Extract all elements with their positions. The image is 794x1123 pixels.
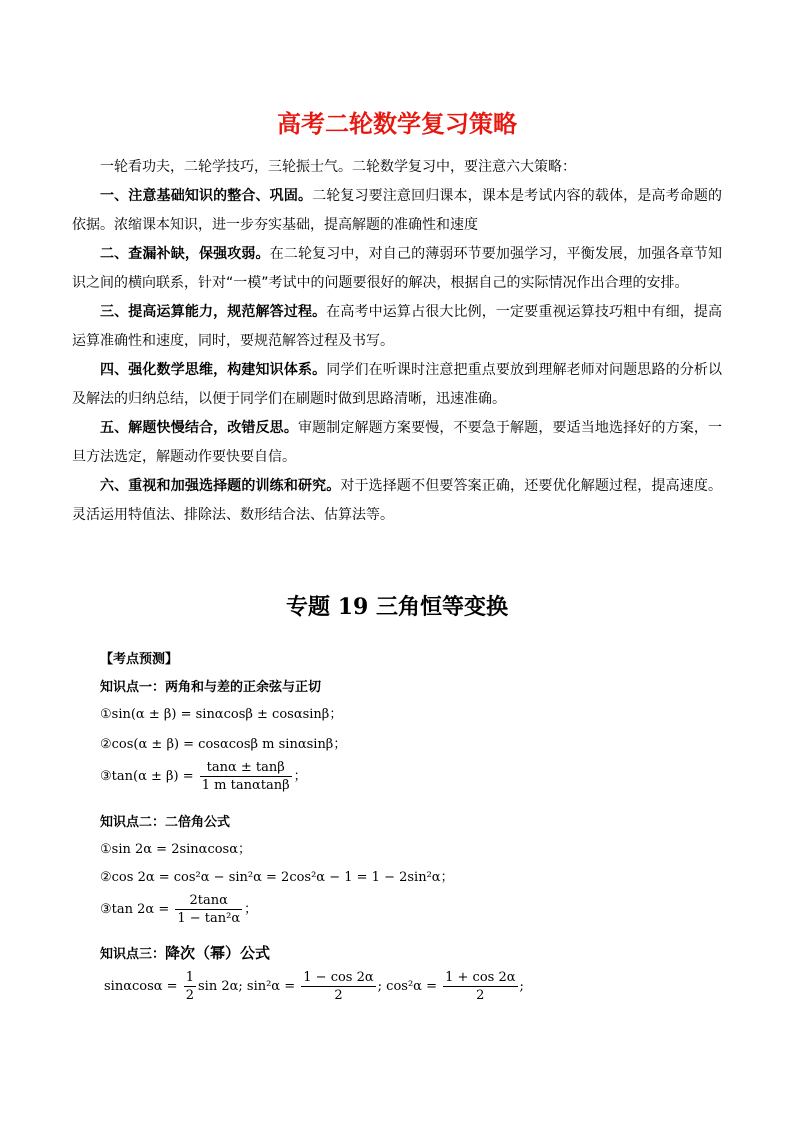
fraction-denominator: 2 xyxy=(334,988,343,1003)
formula-part: sinαcosα = xyxy=(104,979,178,994)
fraction-numerator: tanα ± tanβ xyxy=(200,760,292,777)
formula-double-tan xyxy=(100,893,257,926)
knowledge-point-1-label: 知识点一：两角和与差的正余弦与正切 xyxy=(100,680,322,695)
intro-paragraph xyxy=(72,153,722,182)
strategy-intro xyxy=(72,153,722,530)
fraction xyxy=(175,893,242,926)
forecast-heading: 【考点预测】 xyxy=(100,652,179,667)
fraction-numerator: 1 − cos 2α xyxy=(303,970,374,985)
strategy-2 xyxy=(72,240,722,298)
strategy-5-heading: 五、解题快慢结合，改错反思。 xyxy=(100,420,298,436)
formula-part: ; cos²α = xyxy=(377,979,437,994)
fraction-numerator: 1 + cos 2α xyxy=(445,970,516,985)
strategy-3 xyxy=(72,298,722,356)
strategy-5 xyxy=(72,414,722,472)
formula-suffix: ； xyxy=(293,769,307,784)
fraction xyxy=(443,970,517,1003)
formula-part: sin 2α; sin²α = xyxy=(198,979,296,994)
knowledge-point-2-label: 知识点二：二倍角公式 xyxy=(100,815,231,830)
fraction-numerator: 2tanα xyxy=(175,893,242,910)
strategy-4 xyxy=(72,356,722,414)
formula-suffix: ； xyxy=(244,902,258,917)
strategy-1-text: 二轮复习要注意回归课本，课本是考试内容的载体，是高考命题的依据。浓缩课本知识，进一步夯实基础，提高解题的准确性和速度 xyxy=(72,188,722,233)
page-title: 高考二轮数学复习策略 xyxy=(277,110,517,138)
strategy-2-text: 在二轮复习中，对自己的薄弱环节要加强学习，平衡发展，加强各章节知识之间的横向联系，针对“一模”考试中的问题要很好的解决，根据自己的实际情况作出合理的安排。 xyxy=(72,246,723,291)
formula-double-sin: ①sin 2α = 2sinαcosα； xyxy=(100,842,252,857)
formula-power-reduction xyxy=(104,970,524,1003)
strategy-2-heading: 二、查漏补缺，保强攻弱。 xyxy=(100,246,270,262)
strategy-4-text: 同学们在听课时注意把重点要放到理解老师对问题思路的分析以及解法的归纳总结，以便于同学们在刷题时做到思路清晰，迅速准确。 xyxy=(72,362,723,407)
intro-text: 一轮看功夫，二轮学技巧，三轮振士气。二轮数学复习中，要注意六大策略： xyxy=(100,159,576,175)
knowledge-point-3-title: 降次（幂）公式 xyxy=(165,944,271,962)
knowledge-point-3-prefix: 知识点三： xyxy=(100,947,166,962)
knowledge-point-3-label xyxy=(100,942,270,963)
strategy-1 xyxy=(72,182,722,240)
fraction-denominator: 1 m tanαtanβ xyxy=(201,778,290,793)
strategy-6-text: 对于选择题不但要答案正确，还要优化解题过程，提高速度。灵活运用特值法、排除法、数形结合法、估算法等。 xyxy=(72,478,723,523)
strategy-4-heading: 四、强化数学思维，构建知识体系。 xyxy=(100,362,327,378)
fraction-denominator: 2 xyxy=(185,988,194,1003)
formula-part: ; xyxy=(519,979,524,994)
fraction xyxy=(184,970,196,1003)
formula-sum-diff-cos: ②cos(α ± β) = cosαcosβ m sinαsinβ； xyxy=(100,737,347,752)
fraction xyxy=(200,760,292,793)
fraction xyxy=(301,970,375,1003)
formula-prefix: ③tan(α ± β) = xyxy=(100,769,194,784)
strategy-5-text: 审题制定解题方案要慢，不要急于解题，要适当地选择好的方案，一旦方法选定，解题动作要快要自信。 xyxy=(72,420,722,465)
strategy-1-heading: 一、注意基础知识的整合、巩固。 xyxy=(100,188,313,204)
fraction-denominator: 2 xyxy=(476,988,485,1003)
strategy-6 xyxy=(72,472,722,530)
fraction-denominator: 1 − tan²α xyxy=(177,911,241,926)
formula-sum-diff-tan xyxy=(100,760,307,793)
formula-prefix: ③tan 2α = xyxy=(100,902,170,917)
fraction-numerator: 1 xyxy=(185,970,194,985)
formula-double-cos: ②cos 2α = cos²α − sin²α = 2cos²α − 1 = 1 − 2sin²α； xyxy=(100,870,454,885)
strategy-3-heading: 三、提高运算能力，规范解答过程。 xyxy=(100,304,327,320)
formula-sum-diff-sin: ①sin(α ± β) = sinαcosβ ± cosαsinβ； xyxy=(100,707,343,722)
strategy-3-text: 在高考中运算占很大比例，一定要重视运算技巧粗中有细，提高运算准确性和速度，同时，要规范解答过程及书写。 xyxy=(72,304,723,349)
topic-title: 专题 19 三角恒等变换 xyxy=(286,594,508,620)
strategy-6-heading: 六、重视和加强选择题的训练和研究。 xyxy=(100,478,341,494)
